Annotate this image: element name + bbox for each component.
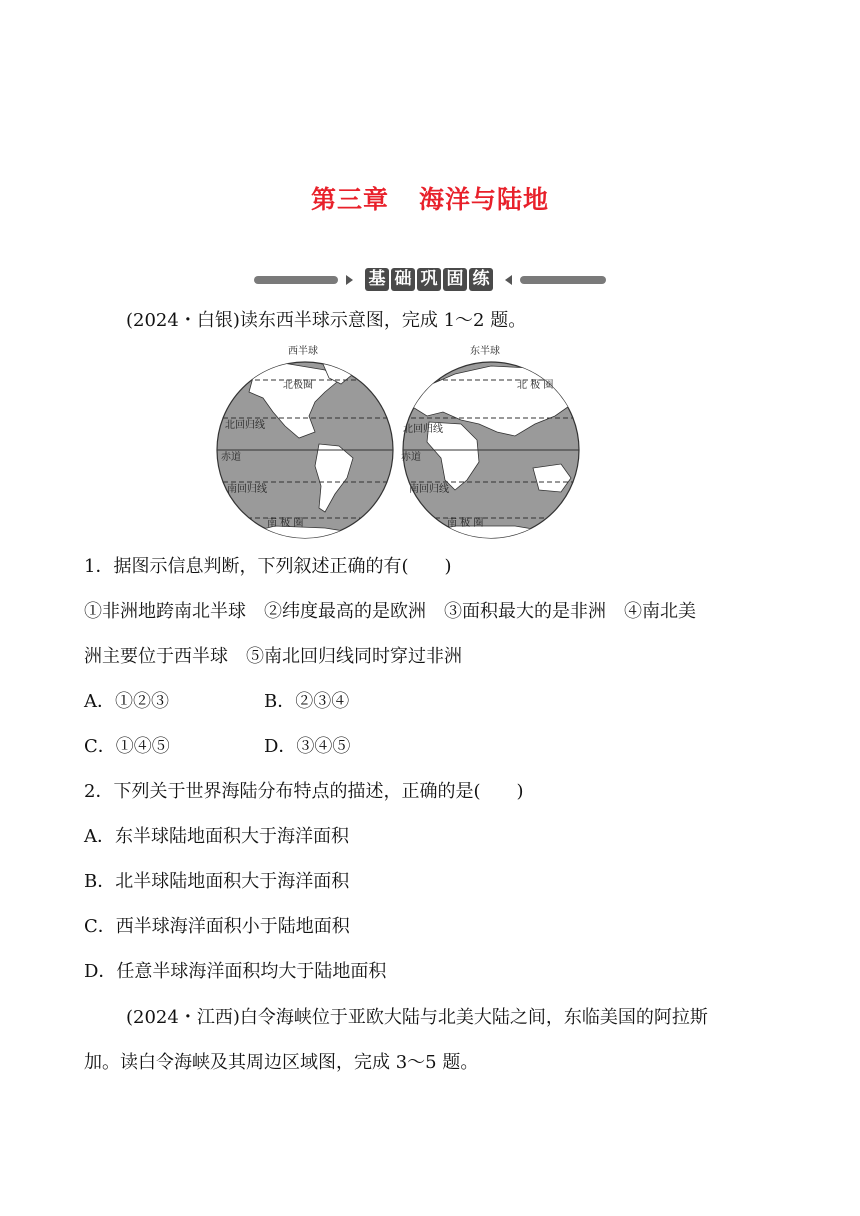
question-1-option-b: B．②③④ bbox=[264, 691, 350, 712]
east-tropic-capricorn-label: 南回归线 bbox=[409, 484, 449, 495]
west-arctic-circle-label: 北极圈 bbox=[283, 380, 313, 391]
banner-right-bar bbox=[520, 276, 606, 284]
question-2-option-c: C．西半球海洋面积小于陆地面积 bbox=[84, 916, 350, 937]
west-antarctic-circle-label: 南 极 圈 bbox=[267, 518, 304, 529]
intro-text-2-line-2: 加。读白令海峡及其周边区域图，完成 3～5 题。 bbox=[84, 1052, 479, 1073]
question-2-stem: 2．下列关于世界海陆分布特点的描述，正确的是( ) bbox=[84, 781, 524, 802]
question-2-option-d: D．任意半球海洋面积均大于陆地面积 bbox=[84, 961, 387, 982]
west-hemisphere-title: 西半球 bbox=[288, 346, 318, 357]
east-arctic-circle-label: 北 极 圈 bbox=[517, 380, 554, 391]
banner-arrow-right-icon bbox=[346, 275, 353, 285]
banner-char: 练 bbox=[469, 268, 493, 291]
intro-text-1: (2024・白银)读东西半球示意图，完成 1～2 题。 bbox=[126, 310, 527, 331]
banner-char: 础 bbox=[391, 268, 415, 291]
chapter-name: 海洋与陆地 bbox=[419, 185, 550, 214]
east-hemisphere-title: 东半球 bbox=[470, 346, 500, 357]
banner-label bbox=[365, 268, 495, 292]
intro-text-2-line-1: (2024・江西)白令海峡位于亚欧大陆与北美大陆之间，东临美国的阿拉斯 bbox=[126, 1007, 708, 1028]
section-banner bbox=[254, 268, 606, 292]
west-hemisphere bbox=[215, 362, 415, 540]
question-1-statements-line-2: 洲主要位于西半球 ⑤南北回归线同时穿过非洲 bbox=[84, 646, 462, 667]
chapter-title bbox=[0, 180, 860, 216]
west-tropic-cancer-label: 北回归线 bbox=[225, 420, 265, 431]
west-tropic-capricorn-label: 南回归线 bbox=[227, 484, 267, 495]
question-1-option-a: A．①②③ bbox=[84, 691, 169, 712]
question-1-option-c: C．①④⑤ bbox=[84, 736, 170, 757]
question-2-option-b: B．北半球陆地面积大于海洋面积 bbox=[84, 871, 350, 892]
question-2-option-a: A．东半球陆地面积大于海洋面积 bbox=[84, 826, 349, 847]
east-equator-label: 赤道 bbox=[401, 452, 421, 463]
east-antarctic-circle-label: 南 极 圈 bbox=[447, 518, 484, 529]
banner-char: 固 bbox=[443, 268, 467, 291]
east-hemisphere bbox=[395, 362, 595, 540]
question-1-option-d: D．③④⑤ bbox=[264, 736, 351, 757]
question-1-stem: 1．据图示信息判断，下列叙述正确的有( ) bbox=[84, 556, 452, 577]
banner-char: 基 bbox=[365, 268, 389, 291]
east-tropic-cancer-label: 北回归线 bbox=[403, 424, 443, 435]
hemisphere-map bbox=[215, 340, 635, 540]
question-1-statements-line-1: ①非洲地跨南北半球 ②纬度最高的是欧洲 ③面积最大的是非洲 ④南北美 bbox=[84, 601, 696, 622]
banner-char: 巩 bbox=[417, 268, 441, 291]
banner-left-bar bbox=[254, 276, 338, 284]
west-equator-label: 赤道 bbox=[221, 452, 241, 463]
banner-arrow-left-icon bbox=[505, 275, 512, 285]
chapter-number: 第三章 bbox=[310, 185, 389, 214]
